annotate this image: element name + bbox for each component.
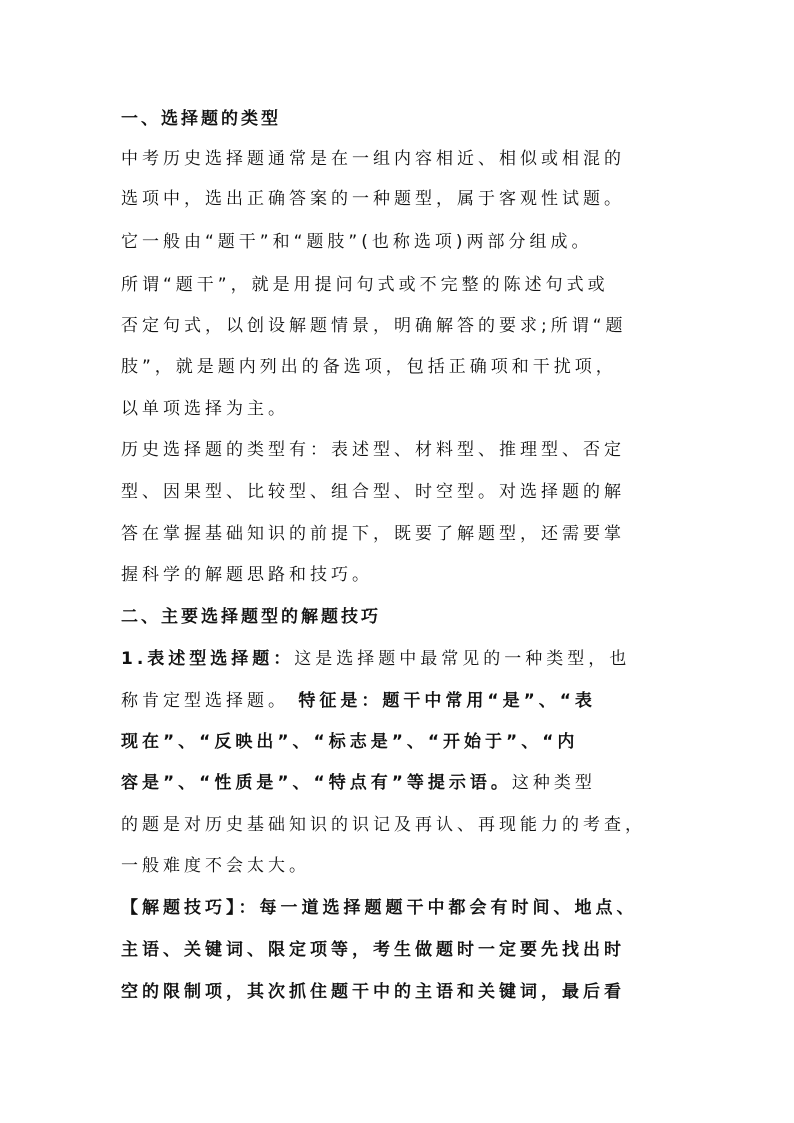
line-text: 这是选择题中最常见的一种类型，也 <box>294 649 631 669</box>
paragraph-line: 选项中，选出正确答案的一种题型，属于客观性试题。 <box>121 189 625 209</box>
paragraph-line <box>121 645 681 673</box>
paragraph-line: 的题是对历史基础知识的识记及再认、再现能力的考查， <box>121 815 646 835</box>
emphasis-text: 特征是：题干中常用“是”、“表 <box>298 691 596 711</box>
line-text: 这种类型 <box>511 773 596 793</box>
paragraph-line <box>121 769 681 797</box>
paragraph-line: 否定句式，以创设解题情景，明确解答的要求;所谓“题 <box>121 316 627 336</box>
paragraph-line: 历史选择题的类型有：表述型、材料型、推理型、否定 <box>121 440 625 460</box>
emphasis-text: 容是”、“性质是”、“特点有”等提示语。 <box>121 773 512 793</box>
paragraph-line: 空的限制项，其次抓住题干中的主语和关键词，最后看 <box>121 982 625 1002</box>
paragraph-line: 中考历史选择题通常是在一组内容相近、相似或相混的 <box>121 149 625 169</box>
paragraph-line: 主语、关键词、限定项等，考生做题时一定要先找出时 <box>121 940 625 960</box>
paragraph-line: 肢”，就是题内列出的备选项，包括正确项和干扰项， <box>121 357 617 377</box>
paragraph-line <box>121 687 681 715</box>
paragraph-line: 【解题技巧】：每一道选择题题干中都会有时间、地点、 <box>121 898 638 918</box>
paragraph-line: 以单项选择为主。 <box>121 399 289 419</box>
paragraph-line: 型、因果型、比较型、组合型、时空型。对选择题的解 <box>121 482 625 502</box>
paragraph-line: 握科学的解题思路和技巧。 <box>121 565 373 585</box>
section-heading-2: 二、主要选择题型的解题技巧 <box>121 607 381 627</box>
paragraph-line: 所谓“题干”，就是用提问句式或不完整的陈述句式或 <box>121 275 609 295</box>
paragraph-line: 一般难度不会太大。 <box>121 856 310 876</box>
paragraph-line: 它一般由“题干”和“题肢”(也称选项)两部分组成。 <box>121 232 593 252</box>
subheading-label: 1.表述型选择题： <box>121 649 295 669</box>
section-heading-1: 一、选择题的类型 <box>121 109 281 129</box>
paragraph-line: 答在掌握基础知识的前提下，既要了解题型，还需要掌 <box>121 524 625 544</box>
paragraph-line: 现在”、“反映出”、“标志是”、“开始于”、“内 <box>121 732 579 752</box>
line-text: 称肯定型选择题。 <box>121 691 299 711</box>
